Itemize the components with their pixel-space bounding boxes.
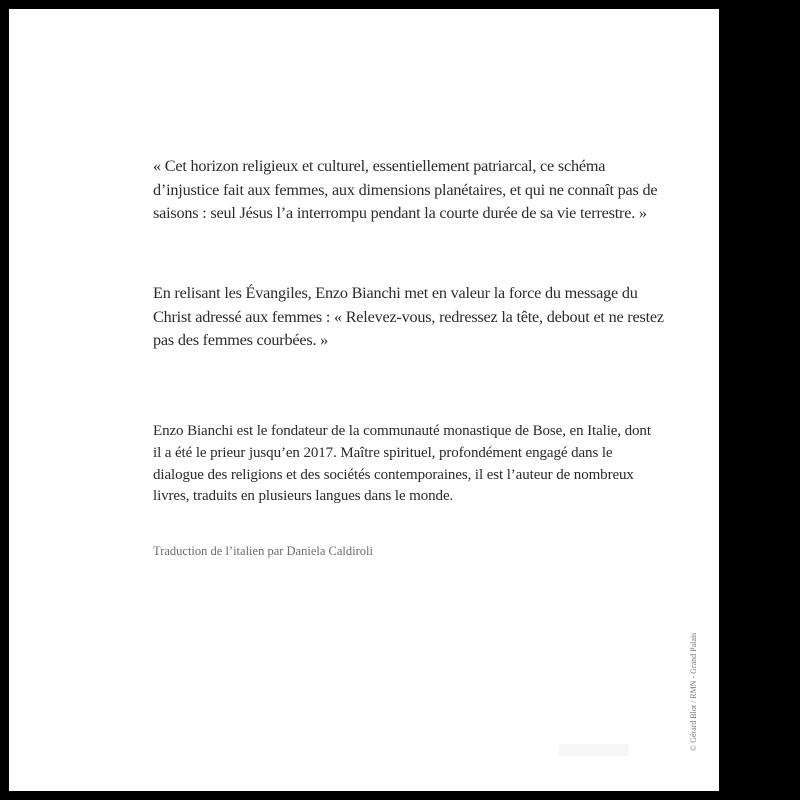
author-bio: Enzo Bianchi est le fondateur de la communauté monastique de Bose, en Italie, dont il a été le prieur jusqu’en 2017. Maître spirituel, profondément engagé dans le dialogue des religions et des sociétés contemporaines, il est l’auteur de nombreux livres, traduits en plusieurs langues dans le monde. bbox=[153, 423, 651, 505]
translation-credit: Traduction de l’italien par Daniela Caldiroli bbox=[153, 544, 373, 558]
summary-paragraph: En relisant les Évangiles, Enzo Bianchi met en valeur la force du message du Christ adressé aux femmes : « Relevez-vous, redressez la tête, debout et ne restez pas des femmes courbées. » bbox=[153, 284, 664, 350]
photo-credit: © Gérard Blot / RMN - Grand Palais bbox=[689, 632, 698, 751]
faint-smudge bbox=[559, 744, 629, 756]
book-back-cover bbox=[9, 9, 719, 791]
quote-paragraph: « Cet horizon religieux et culturel, essentiellement patriarcal, ce schéma d’injustice fait aux femmes, aux dimensions planétaires, et qui ne connaît pas de saisons : seul Jésus l’a interrompu pendant la courte durée de sa vie terrestre. » bbox=[153, 157, 658, 223]
